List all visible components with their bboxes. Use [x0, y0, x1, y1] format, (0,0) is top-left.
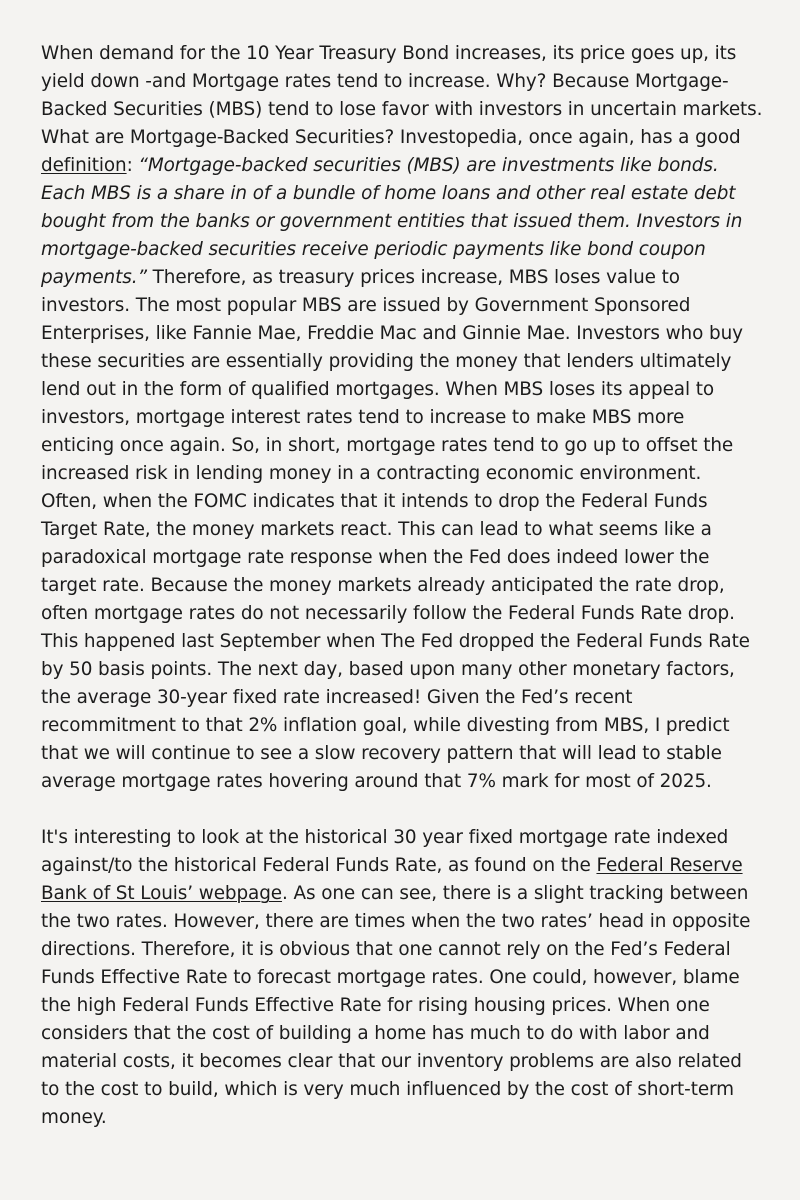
definition-link[interactable]: definition: [41, 155, 127, 176]
federal-reserve-link[interactable]: Federal Reserve Bank of St Louis’ webpage: [41, 855, 743, 904]
paragraph-fed-rate-body: . As one can see, there is a slight tracking between the two rates. However, there are times when the two rates’ head in opposite directions. Therefore, it is obvious that one cannot rely on the Fed’s Federal Funds Effective Rate to forecast mortgage rates. One could, however, blame the high Federal Funds Effective Rate for rising housing prices. When one considers that the cost of building a home has much to do with labor and material costs, it becomes clear that our inventory problems are also related to the cost to build, which is very much influenced by the cost of short-term money.: [41, 883, 751, 1128]
investopedia-quote: “Mortgage-backed securities (MBS) are investments like bonds. Each MBS is a share in of a bundle of home loans and other real estate debt bought from the banks or government entities that issued them. Investors in mortgage-backed securities receive periodic payments like bond coupon payments.”: [41, 155, 743, 288]
paragraph-mbs: [41, 40, 763, 796]
paragraph-fed-rate: [41, 824, 763, 1132]
paragraph-mbs-intro: When demand for the 10 Year Treasury Bond increases, its price goes up, its yield down -and Mortgage rates tend to increase. Why? Because Mortgage-Backed Securities (MBS) tend to lose favor with investors in uncertain markets. What are Mortgage-Backed Securities? Investopedia, once again, has a good: [41, 43, 763, 148]
paragraph-mbs-colon: :: [126, 155, 139, 176]
article-body: [41, 40, 763, 1132]
paragraph-fed-rate-intro: It's interesting to look at the historical 30 year fixed mortgage rate indexed against/to the historical Federal Funds Rate, as found on the: [41, 827, 729, 876]
paragraph-mbs-body: Therefore, as treasury prices increase, MBS loses value to investors. The most popular MBS are issued by Government Sponsored Enterprises, like Fannie Mae, Freddie Mac and Ginnie Mae. Investors who buy these securities are essentially providing the money that lenders ultimately lend out in the form of qualified mortgages. When MBS loses its appeal to investors, mortgage interest rates tend to increase to make MBS more enticing once again. So, in short, mortgage rates tend to go up to offset the increased risk in lending money in a contracting economic environment. Often, when the FOMC indicates that it intends to drop the Federal Funds Target Rate, the money markets react. This can lead to what seems like a paradoxical mortgage rate response when the Fed does indeed lower the target rate. Because the money markets already anticipated the rate drop, often mortgage rates do not necessarily follow the Federal Funds Rate drop. This happened last September when The Fed dropped the Federal Funds Rate by 50 basis points. The next day, based upon many other monetary factors, the average 30-year fixed rate increased! Given the Fed’s recent recommitment to that 2% inflation goal, while divesting from MBS, I predict that we will continue to see a slow recovery pattern that will lead to stable average mortgage rates hovering around that 7% mark for most of 2025.: [41, 267, 750, 792]
